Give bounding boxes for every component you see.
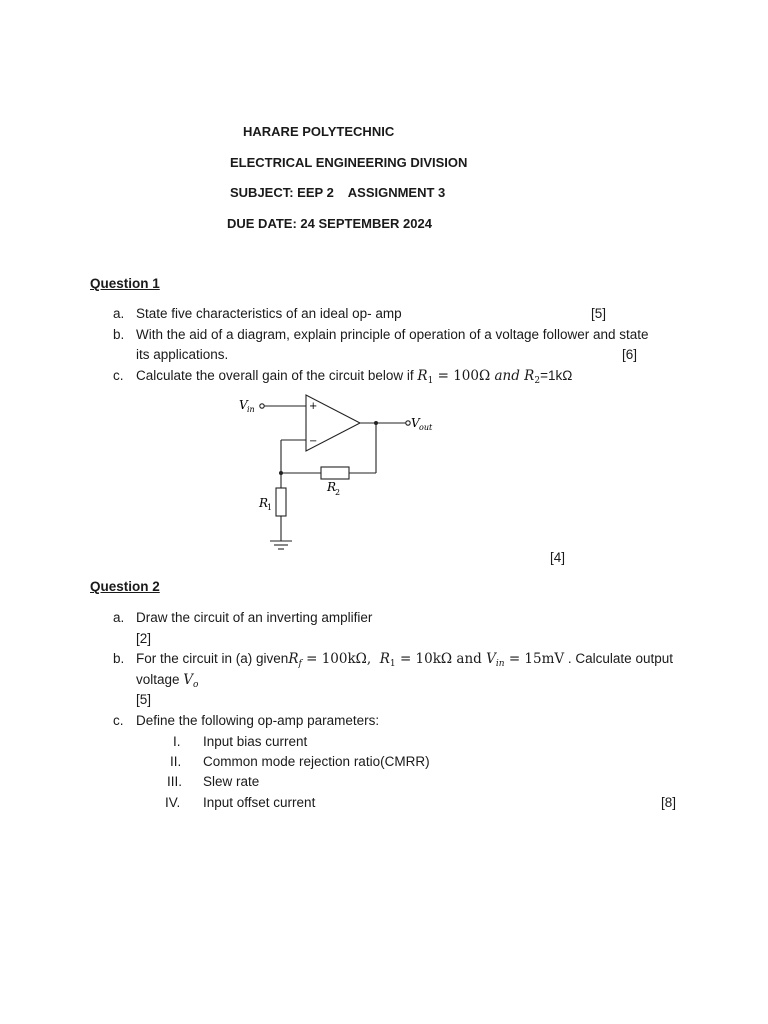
q2b-r1: R — [379, 651, 390, 667]
r1-label: R — [259, 496, 269, 510]
subject-line: SUBJECT: EEP 2 ASSIGNMENT 3 — [230, 185, 446, 200]
q2b-vin-sub: in — [495, 659, 505, 669]
institution-title: HARARE POLYTECHNIC — [243, 124, 395, 139]
vin-terminal — [260, 404, 264, 408]
division-title: ELECTRICAL ENGINEERING DIVISION — [230, 155, 468, 170]
question-1-title: Question 1 — [90, 276, 160, 291]
vin-label: V — [239, 398, 248, 412]
q1c-r1-sub: 1 — [427, 376, 434, 386]
vin-sub: in — [247, 405, 255, 414]
q2c-text: Define the following op-amp parameters: — [136, 713, 380, 728]
q1b-marker: b. — [113, 327, 125, 342]
q2b-rf-val: = 100kΩ, — [301, 651, 380, 667]
q2b-rf: R — [288, 651, 299, 667]
q2b-rf-sub: f — [298, 659, 302, 669]
vout-terminal — [406, 421, 410, 425]
vout-label: V — [411, 416, 420, 430]
q2c-item-4-text: Input offset current — [203, 795, 316, 810]
q1c-r1-val: = 100Ω — [433, 368, 495, 384]
q2b-r1-val: = 10kΩ — [395, 651, 457, 667]
q1b-line1: With the aid of a diagram, explain principle of operation of a voltage follower and state — [136, 327, 649, 342]
q2b-marker: b. — [113, 651, 125, 666]
q1c-r2-val: =1kΩ — [540, 368, 573, 383]
minus-sign: − — [309, 436, 318, 447]
vout-sub: out — [419, 423, 433, 432]
q1c-r2: R — [519, 368, 535, 384]
q2b-vo: V — [183, 672, 194, 688]
q2c-item-2-text: Common mode rejection ratio(CMRR) — [203, 754, 430, 769]
q2b-r1-sub: 1 — [389, 659, 396, 669]
q2b-tail: . Calculate output — [564, 651, 673, 666]
q1c-r1: R — [417, 368, 428, 384]
q1c-marks: [4] — [550, 550, 566, 565]
q2b-vin-val: = 15mV — [504, 651, 565, 667]
q2b-line1 — [136, 651, 673, 667]
q2c-marker: c. — [113, 713, 124, 728]
q2c-item-3-text: Slew rate — [203, 774, 260, 789]
q2b-lead: For the circuit in (a) given — [136, 651, 289, 666]
q2a-text: Draw the circuit of an inverting amplifier — [136, 610, 373, 625]
q2a-marker: a. — [113, 610, 125, 625]
r1-resistor — [276, 488, 286, 516]
q2c-marks: [8] — [661, 795, 677, 810]
q2b-marks: [5] — [136, 692, 152, 707]
q2c-item-4-num: IV. — [165, 795, 181, 810]
q2b-vin: V — [486, 651, 496, 667]
q2b-vo-sub: o — [193, 680, 199, 690]
q2c-item-1-text: Input bias current — [203, 734, 308, 749]
q2c-item-3-num: III. — [167, 774, 183, 789]
q1b-line2: its applications. — [136, 347, 229, 362]
q1b-marks: [6] — [622, 347, 638, 362]
r2-label: R — [327, 480, 337, 494]
q1a-text: State five characteristics of an ideal op- amp — [136, 306, 402, 321]
output-junction — [374, 421, 378, 425]
q1a-marker: a. — [113, 306, 125, 321]
q2b-and: and — [456, 651, 487, 667]
q2b-line2-text: voltage — [136, 672, 184, 687]
r2-sub: 2 — [335, 488, 341, 497]
q1c-lead: Calculate the overall gain of the circuit below if — [136, 368, 414, 383]
q2c-item-1-num: I. — [173, 734, 181, 749]
q2c-item-2-num: II. — [170, 754, 182, 769]
feedback-junction — [279, 471, 283, 475]
r1-sub: 1 — [267, 503, 273, 512]
q1c-marker: c. — [113, 368, 124, 383]
q2b-line2 — [136, 672, 198, 688]
q2a-marks: [2] — [136, 631, 152, 646]
due-date: DUE DATE: 24 SEPTEMBER 2024 — [227, 216, 432, 231]
plus-sign: + — [309, 401, 318, 412]
r2-resistor — [321, 467, 349, 479]
q1c-r2-sub: 2 — [534, 376, 541, 386]
question-2-title: Question 2 — [90, 579, 160, 594]
q1a-marks: [5] — [591, 306, 607, 321]
q1c-and: and — [494, 368, 520, 384]
